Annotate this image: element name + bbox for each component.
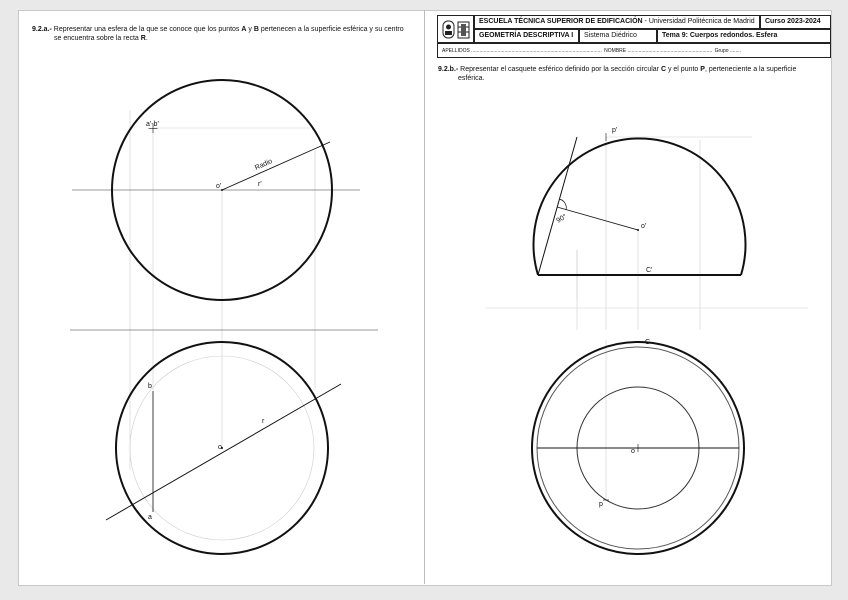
system-name: Sistema Diédrico bbox=[579, 29, 657, 43]
sphere-horizontal-projection bbox=[106, 342, 341, 554]
radius-line bbox=[222, 142, 330, 190]
perpendicular-line bbox=[557, 207, 638, 230]
label-c: C bbox=[645, 339, 651, 346]
exercise-a-period: . bbox=[145, 35, 148, 42]
exercise-b-and: y el punto bbox=[666, 66, 701, 73]
label-r: r bbox=[262, 418, 265, 425]
cap-vertical-projection bbox=[534, 127, 746, 275]
label-o-prime: o' bbox=[216, 183, 222, 190]
label-o: o bbox=[218, 444, 222, 451]
label-o-prime-right: o' bbox=[641, 223, 647, 230]
course-year: Curso 2023-2024 bbox=[760, 15, 831, 29]
exercise-a-line2: se encuentra sobre la recta bbox=[54, 35, 141, 42]
exercise-a-number: 9.2.a.- bbox=[32, 26, 52, 33]
section-c-label: C bbox=[660, 66, 667, 73]
subject-name: GEOMETRÍA DESCRIPTIVA I bbox=[474, 29, 579, 43]
exercise-a-text-end: pertenecen a la superficie esférica y su centro bbox=[258, 26, 404, 33]
exercise-a-and: y bbox=[246, 26, 254, 33]
cap-contour bbox=[534, 138, 746, 275]
label-a: a bbox=[148, 514, 152, 521]
exercise-a-text: Representar una esfera de la que se conoce que los puntos bbox=[51, 26, 242, 33]
exercise-b-text: Representar el casquete esférico definido por la sección circular bbox=[458, 66, 661, 73]
exercise-b-number: 9.2.b.- bbox=[438, 66, 459, 73]
exercise-b-text-end: , perteneciente a la superficie bbox=[704, 66, 797, 73]
group-field[interactable]: Grupo ........ bbox=[714, 48, 742, 54]
school-name: ESCUELA TÉCNICA SUPERIOR DE EDIFICACIÓN bbox=[479, 18, 643, 25]
label-r-prime: r' bbox=[258, 181, 262, 188]
label-o-right: o bbox=[631, 448, 635, 455]
label-c-prime: C' bbox=[646, 267, 653, 274]
point-a-label: A bbox=[241, 26, 247, 33]
point-p-label: P bbox=[700, 66, 705, 73]
topic-name: Tema 9: Cuerpos redondos. Esfera bbox=[657, 29, 831, 43]
line-r-label: R bbox=[140, 35, 146, 42]
sphere-vertical-projection bbox=[72, 80, 360, 300]
point-b-label: B bbox=[253, 26, 259, 33]
section-plane-line bbox=[538, 137, 577, 275]
exercise-b-line2: esférica. bbox=[458, 75, 485, 82]
university-name: - Universidad Politécnica de Madrid bbox=[642, 18, 755, 25]
name-field[interactable]: NOMBRE ............................................................. bbox=[604, 48, 713, 54]
construction-lines bbox=[130, 110, 808, 540]
surname-field[interactable]: APELLIDOS .............................................................................................. bbox=[442, 48, 602, 54]
label-p-prime: p' bbox=[612, 127, 618, 134]
cap-horizontal-projection bbox=[532, 339, 744, 554]
label-b: b bbox=[148, 383, 152, 390]
label-ab-prime: a'-b' bbox=[146, 121, 159, 128]
label-radio: Radio bbox=[253, 157, 274, 172]
label-p: p bbox=[599, 501, 603, 508]
label-90-degrees: 90° bbox=[555, 213, 569, 225]
